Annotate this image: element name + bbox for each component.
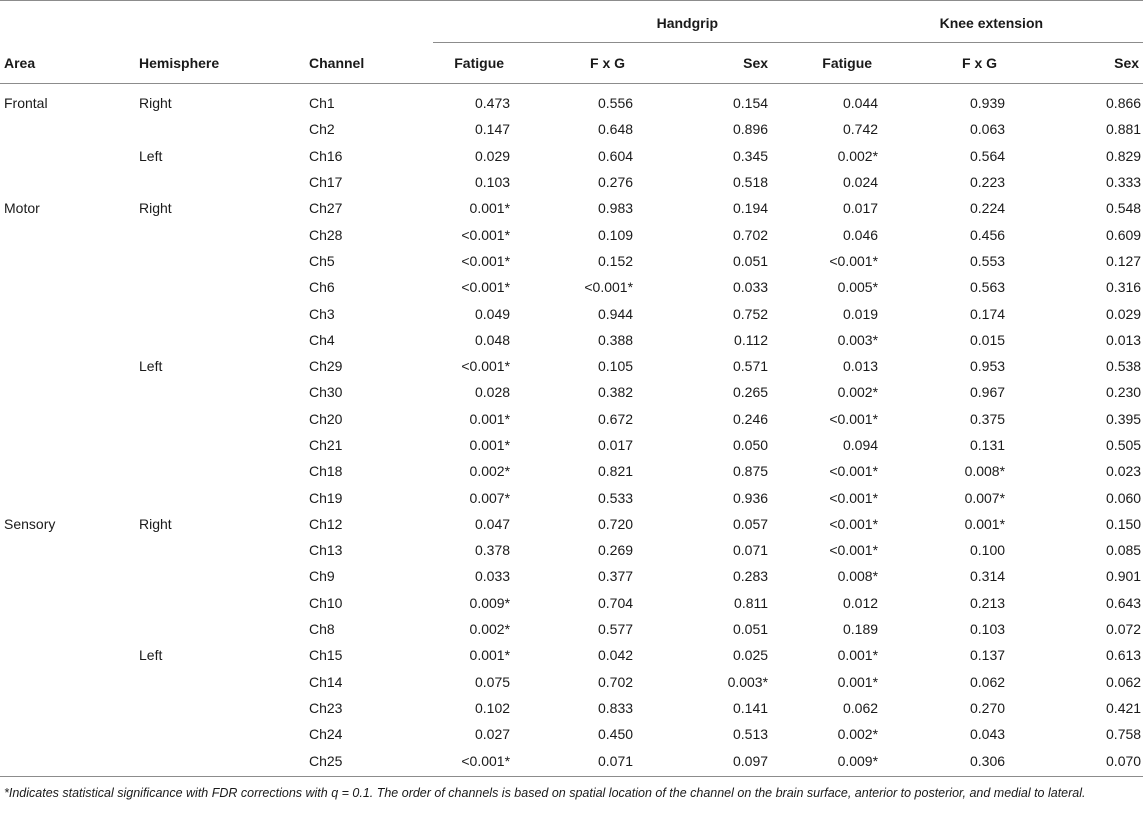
- cell-kfg: 0.131: [970, 437, 1006, 453]
- table-row: [0, 563, 1143, 589]
- cell-hf: <0.001*: [433, 747, 548, 776]
- cell-kfg: 0.967: [970, 384, 1006, 401]
- cell-hs: 0.025: [733, 647, 769, 664]
- cell-hf: 0.049: [474, 305, 511, 322]
- cell-channel: Ch15: [309, 647, 343, 664]
- cell-hf: 0.047: [474, 515, 511, 532]
- cell-ks: 0.613: [1106, 647, 1142, 664]
- cell-ks: 0.866: [1106, 95, 1142, 112]
- cell-kf: 0.024: [843, 174, 879, 191]
- cell-area: [0, 248, 135, 274]
- table-row: [0, 590, 1143, 616]
- cell-kfg: 0.007*: [964, 489, 1006, 506]
- cell-hemisphere: [135, 590, 305, 616]
- cell-hf: 0.007*: [469, 489, 511, 506]
- cell-area: Frontal: [4, 95, 48, 112]
- cell-channel: Ch14: [309, 673, 343, 690]
- cell-hs: 0.194: [733, 200, 769, 217]
- cell-hf: 0.001*: [469, 437, 511, 453]
- group-header-blank: [0, 1, 433, 43]
- cell-ks: 0.829: [1106, 147, 1142, 164]
- cell-hemisphere: Right: [139, 95, 172, 112]
- cell-hf: 0.027: [474, 726, 511, 743]
- cell-kf: <0.001*: [829, 542, 879, 559]
- cell-kf: 0.742: [843, 121, 879, 138]
- cell-area: [0, 143, 135, 169]
- cell-channel: Ch28: [309, 226, 343, 243]
- cell-kfg: 0.224: [970, 200, 1006, 217]
- table-row: [0, 379, 1143, 405]
- cell-hf: 0.029: [474, 147, 511, 164]
- cell-channel: Ch13: [309, 542, 343, 559]
- cell-channel: Ch4: [309, 331, 335, 348]
- cell-kf: 0.002*: [837, 147, 879, 164]
- cell-hemisphere: [135, 484, 305, 510]
- cell-hemisphere: [135, 616, 305, 642]
- cell-hs: 0.518: [733, 174, 769, 191]
- cell-hfg: 0.269: [597, 542, 634, 559]
- cell-hs: 0.571: [733, 358, 769, 375]
- cell-hfg: 0.533: [597, 489, 634, 506]
- cell-hf: 0.147: [474, 121, 511, 138]
- cell-hfg: 0.382: [597, 384, 634, 401]
- cell-kf: 0.013: [843, 358, 879, 375]
- cell-ks: 0.548: [1106, 200, 1142, 217]
- cell-hs: 0.154: [733, 95, 769, 112]
- cell-ks: 0.060: [1106, 489, 1142, 506]
- cell-ks: 0.072: [1106, 621, 1142, 638]
- table-row: [0, 274, 1143, 300]
- cell-kfg: 0.008*: [964, 463, 1006, 480]
- table-row: [0, 537, 1143, 563]
- cell-hf: <0.001*: [461, 358, 511, 375]
- cell-area: [0, 616, 135, 642]
- cell-kf: 0.003*: [837, 331, 879, 348]
- cell-channel: Ch1: [309, 95, 335, 112]
- cell-hemisphere: [135, 406, 305, 432]
- cell-channel: Ch16: [309, 147, 343, 164]
- cell-kfg: 0.314: [970, 568, 1006, 585]
- cell-hs: 0.283: [733, 568, 769, 585]
- cell-ks: 0.085: [1106, 542, 1142, 559]
- cell-ks: 0.023: [1106, 463, 1142, 480]
- cell-hs: 0.752: [733, 305, 769, 322]
- group-header-row: [0, 1, 1143, 43]
- cell-hs: 0.141: [733, 699, 769, 716]
- table-row: [0, 195, 1143, 221]
- cell-hs: 0.097: [663, 747, 778, 776]
- cell-hs: 0.112: [734, 331, 769, 348]
- cell-kfg: 0.456: [970, 226, 1006, 243]
- cell-hemisphere: [135, 274, 305, 300]
- cell-hs: 0.345: [733, 147, 769, 164]
- col-header-handgrip-fatigue: Fatigue: [433, 43, 548, 84]
- cell-hemisphere: [135, 248, 305, 274]
- cell-channel: Ch20: [309, 410, 343, 427]
- cell-hfg: 0.450: [597, 726, 634, 743]
- cell-channel: Ch23: [309, 699, 343, 716]
- cell-hf: <0.001*: [461, 252, 511, 269]
- cell-kfg: 0.100: [970, 542, 1006, 559]
- table-body: [0, 84, 1143, 777]
- cell-hs: 0.003*: [727, 673, 769, 690]
- cell-kf: <0.001*: [829, 410, 879, 427]
- cell-area: [0, 642, 135, 668]
- cell-hs: 0.811: [734, 594, 769, 611]
- cell-hfg: 0.720: [597, 515, 634, 532]
- table-row: [0, 327, 1143, 353]
- cell-area: [0, 406, 135, 432]
- cell-hfg: 0.648: [597, 121, 634, 138]
- cell-channel: Ch5: [309, 252, 335, 269]
- cell-ks: 0.901: [1106, 568, 1142, 585]
- cell-kf: 0.017: [843, 200, 879, 217]
- cell-hemisphere: [135, 537, 305, 563]
- col-header-knee-sex: Sex: [1011, 43, 1143, 84]
- cell-channel: Ch30: [309, 384, 343, 401]
- table-row: [0, 642, 1143, 668]
- cell-hs: 0.875: [733, 463, 769, 480]
- cell-area: Sensory: [4, 515, 56, 532]
- table-row: [0, 143, 1143, 169]
- cell-hemisphere: [135, 221, 305, 247]
- cell-kf: 0.002*: [837, 726, 879, 743]
- cell-channel: Ch10: [309, 594, 343, 611]
- cell-hfg: 0.388: [597, 331, 634, 348]
- cell-hemisphere: Left: [139, 358, 163, 375]
- cell-area: [0, 590, 135, 616]
- cell-hf: 0.001*: [469, 410, 511, 427]
- cell-hf: 0.378: [474, 542, 511, 559]
- cell-kfg: 0.103: [970, 621, 1006, 638]
- table-row: [0, 432, 1143, 458]
- cell-hemisphere: Right: [139, 200, 172, 217]
- cell-channel: Ch9: [309, 568, 335, 585]
- table-row: [0, 458, 1143, 484]
- cell-kf: <0.001*: [829, 515, 879, 532]
- cell-kfg: 0.375: [970, 410, 1006, 427]
- cell-hfg: 0.983: [597, 200, 634, 217]
- cell-kf: <0.001*: [829, 463, 879, 480]
- cell-kf: 0.094: [843, 437, 879, 453]
- cell-kf: 0.001*: [837, 647, 879, 664]
- col-header-knee-fxg: F x G: [878, 43, 1011, 84]
- cell-channel: Ch24: [309, 726, 343, 743]
- cell-hfg: 0.017: [597, 437, 634, 453]
- cell-hemisphere: Left: [139, 647, 163, 664]
- cell-ks: 0.029: [1106, 305, 1142, 322]
- cell-hf: 0.002*: [469, 621, 511, 638]
- table-row: [0, 221, 1143, 247]
- cell-hfg: 0.152: [597, 252, 634, 269]
- table-row: [0, 248, 1143, 274]
- cell-ks: 0.421: [1106, 699, 1142, 716]
- cell-kfg: 0.553: [970, 252, 1006, 269]
- cell-ks: 0.505: [1106, 437, 1142, 453]
- cell-kf: 0.044: [843, 95, 879, 112]
- cell-kfg: 0.137: [970, 647, 1006, 664]
- col-header-knee-fatigue: Fatigue: [778, 43, 878, 84]
- cell-hf: 0.103: [474, 174, 511, 191]
- table-row: [0, 84, 1143, 117]
- cell-hf: 0.048: [474, 331, 511, 348]
- cell-hf: 0.001*: [469, 647, 511, 664]
- cell-hf: 0.102: [474, 699, 511, 716]
- cell-hfg: 0.833: [597, 699, 634, 716]
- cell-kfg: 0.306: [878, 747, 1011, 776]
- cell-hemisphere: [135, 116, 305, 142]
- cell-kfg: 0.062: [970, 673, 1006, 690]
- cell-kf: <0.001*: [829, 489, 879, 506]
- cell-hfg: 0.672: [597, 410, 634, 427]
- cell-hemisphere: [135, 695, 305, 721]
- cell-area: [0, 300, 135, 326]
- cell-hf: 0.009*: [469, 594, 511, 611]
- table-row: [0, 669, 1143, 695]
- cell-kfg: 0.063: [970, 121, 1006, 138]
- cell-area: Motor: [4, 200, 40, 217]
- cell-hf: <0.001*: [461, 226, 511, 243]
- cell-kf: 0.001*: [837, 673, 879, 690]
- cell-hemisphere: [135, 458, 305, 484]
- cell-hfg: 0.604: [597, 147, 634, 164]
- cell-hfg: 0.042: [597, 647, 634, 664]
- cell-hemisphere: [135, 432, 305, 458]
- cell-area: [0, 721, 135, 747]
- cell-hs: 0.057: [733, 515, 769, 532]
- cell-hfg: 0.276: [597, 174, 634, 191]
- cell-kf: 0.008*: [837, 568, 879, 585]
- cell-ks: 0.230: [1106, 384, 1142, 401]
- column-header-row: [0, 43, 1143, 84]
- cell-hs: 0.051: [733, 252, 769, 269]
- table-row: [0, 353, 1143, 379]
- cell-ks: 0.127: [1106, 252, 1142, 269]
- cell-hfg: 0.556: [597, 95, 634, 112]
- cell-hs: 0.050: [733, 437, 769, 453]
- table-row: [0, 511, 1143, 537]
- cell-hemisphere: [135, 669, 305, 695]
- cell-hf: 0.028: [474, 384, 511, 401]
- cell-hemisphere: [135, 327, 305, 353]
- cell-hs: 0.936: [733, 489, 769, 506]
- table-row: [0, 484, 1143, 510]
- cell-ks: 0.013: [1106, 331, 1142, 348]
- cell-ks: 0.538: [1106, 358, 1142, 375]
- handgrip-label: Handgrip: [656, 15, 719, 31]
- cell-channel: Ch3: [309, 305, 335, 322]
- cell-kf: 0.046: [843, 226, 879, 243]
- cell-hfg: 0.944: [597, 305, 634, 322]
- cell-hf: 0.001*: [469, 200, 511, 217]
- table-row: [0, 300, 1143, 326]
- cell-area: [0, 221, 135, 247]
- col-header-area: Area: [0, 43, 135, 84]
- table-row: [0, 695, 1143, 721]
- cell-channel: Ch18: [309, 463, 343, 480]
- cell-hfg: 0.377: [597, 568, 634, 585]
- cell-channel: Ch17: [309, 174, 343, 191]
- cell-hfg: 0.071: [548, 747, 663, 776]
- cell-area: [0, 327, 135, 353]
- cell-kfg: 0.001*: [964, 515, 1006, 532]
- cell-kf: 0.005*: [837, 279, 879, 296]
- cell-channel: Ch27: [309, 200, 343, 217]
- cell-area: [0, 669, 135, 695]
- cell-hf: 0.075: [474, 673, 511, 690]
- cell-hfg: 0.577: [597, 621, 634, 638]
- cell-channel: Ch21: [309, 437, 343, 453]
- cell-hs: 0.702: [733, 226, 769, 243]
- cell-area: [0, 432, 135, 458]
- cell-hs: 0.033: [733, 279, 769, 296]
- cell-ks: 0.395: [1106, 410, 1142, 427]
- table-row: [0, 169, 1143, 195]
- cell-area: [0, 169, 135, 195]
- cell-kf: 0.012: [843, 594, 879, 611]
- cell-channel: Ch8: [309, 621, 335, 638]
- cell-area: [0, 274, 135, 300]
- cell-kf: 0.062: [843, 699, 879, 716]
- col-header-hemisphere: Hemisphere: [135, 43, 305, 84]
- cell-area: [0, 747, 135, 776]
- cell-kfg: 0.223: [970, 174, 1006, 191]
- cell-kf: 0.189: [843, 621, 879, 638]
- cell-channel: Ch25: [305, 747, 433, 776]
- cell-hemisphere: [135, 300, 305, 326]
- cell-hf: 0.033: [474, 568, 511, 585]
- col-header-handgrip-sex: Sex: [663, 43, 778, 84]
- cell-area: [0, 353, 135, 379]
- table-row: [0, 406, 1143, 432]
- cell-area: [0, 379, 135, 405]
- cell-hs: 0.051: [733, 621, 769, 638]
- knee-extension-label: Knee extension: [939, 15, 1044, 31]
- cell-kf: 0.009*: [778, 747, 878, 776]
- cell-ks: 0.316: [1106, 279, 1142, 296]
- cell-channel: Ch6: [309, 279, 335, 296]
- cell-kf: 0.002*: [837, 384, 879, 401]
- cell-area: [0, 563, 135, 589]
- cell-kfg: 0.953: [970, 358, 1006, 375]
- cell-hfg: 0.109: [597, 226, 634, 243]
- col-header-channel: Channel: [305, 43, 433, 84]
- table-row: [0, 747, 1143, 776]
- cell-hs: 0.246: [733, 410, 769, 427]
- col-header-handgrip-fxg: F x G: [548, 43, 663, 84]
- cell-hemisphere: [135, 747, 305, 776]
- cell-hf: <0.001*: [461, 279, 511, 296]
- cell-ks: 0.643: [1106, 594, 1142, 611]
- cell-ks: 0.062: [1106, 673, 1142, 690]
- cell-channel: Ch29: [309, 358, 343, 375]
- cell-kfg: 0.213: [970, 594, 1006, 611]
- cell-kfg: 0.563: [970, 279, 1006, 296]
- cell-hemisphere: [135, 379, 305, 405]
- cell-ks: 0.758: [1106, 726, 1142, 743]
- cell-hfg: <0.001*: [584, 279, 634, 296]
- cell-kf: <0.001*: [829, 252, 879, 269]
- cell-hf: 0.002*: [469, 463, 511, 480]
- cell-kfg: 0.043: [970, 726, 1006, 743]
- cell-hfg: 0.105: [597, 358, 634, 375]
- table-row: [0, 721, 1143, 747]
- cell-hemisphere: [135, 563, 305, 589]
- cell-area: [0, 484, 135, 510]
- cell-hs: 0.513: [733, 726, 769, 743]
- cell-area: [0, 537, 135, 563]
- cell-kfg: 0.564: [970, 147, 1006, 164]
- cell-channel: Ch2: [309, 121, 335, 138]
- cell-kfg: 0.174: [970, 305, 1006, 322]
- table-row: [0, 116, 1143, 142]
- cell-ks: 0.150: [1106, 515, 1142, 532]
- cell-hemisphere: Right: [139, 515, 172, 532]
- cell-area: [0, 116, 135, 142]
- cell-area: [0, 458, 135, 484]
- cell-channel: Ch19: [309, 489, 343, 506]
- cell-hs: 0.071: [733, 542, 769, 559]
- cell-kf: 0.019: [843, 305, 879, 322]
- cell-channel: Ch12: [309, 515, 343, 532]
- table-footnote: *Indicates statistical significance with FDR corrections with q = 0.1. The order of channels is based on spatial location of the channel on the brain surface, anterior to posterior, and medial to lateral.: [4, 785, 1086, 800]
- cell-hfg: 0.702: [597, 673, 634, 690]
- cell-kfg: 0.015: [970, 331, 1006, 348]
- cell-hemisphere: [135, 721, 305, 747]
- cell-ks: 0.070: [1011, 747, 1143, 776]
- cell-ks: 0.333: [1106, 174, 1142, 191]
- cell-ks: 0.609: [1106, 226, 1142, 243]
- cell-hf: 0.473: [474, 95, 511, 112]
- cell-ks: 0.881: [1106, 121, 1142, 138]
- cell-hfg: 0.821: [597, 463, 634, 480]
- cell-hs: 0.896: [733, 121, 769, 138]
- cell-kfg: 0.270: [970, 699, 1006, 716]
- cell-area: [0, 695, 135, 721]
- cell-hs: 0.265: [733, 384, 769, 401]
- cell-hemisphere: Left: [139, 147, 163, 164]
- cell-kfg: 0.939: [970, 95, 1006, 112]
- group-header-knee-extension: [778, 1, 1143, 43]
- group-header-handgrip: [433, 1, 778, 43]
- table-row: [0, 616, 1143, 642]
- cell-hfg: 0.704: [597, 594, 634, 611]
- cell-hemisphere: [135, 169, 305, 195]
